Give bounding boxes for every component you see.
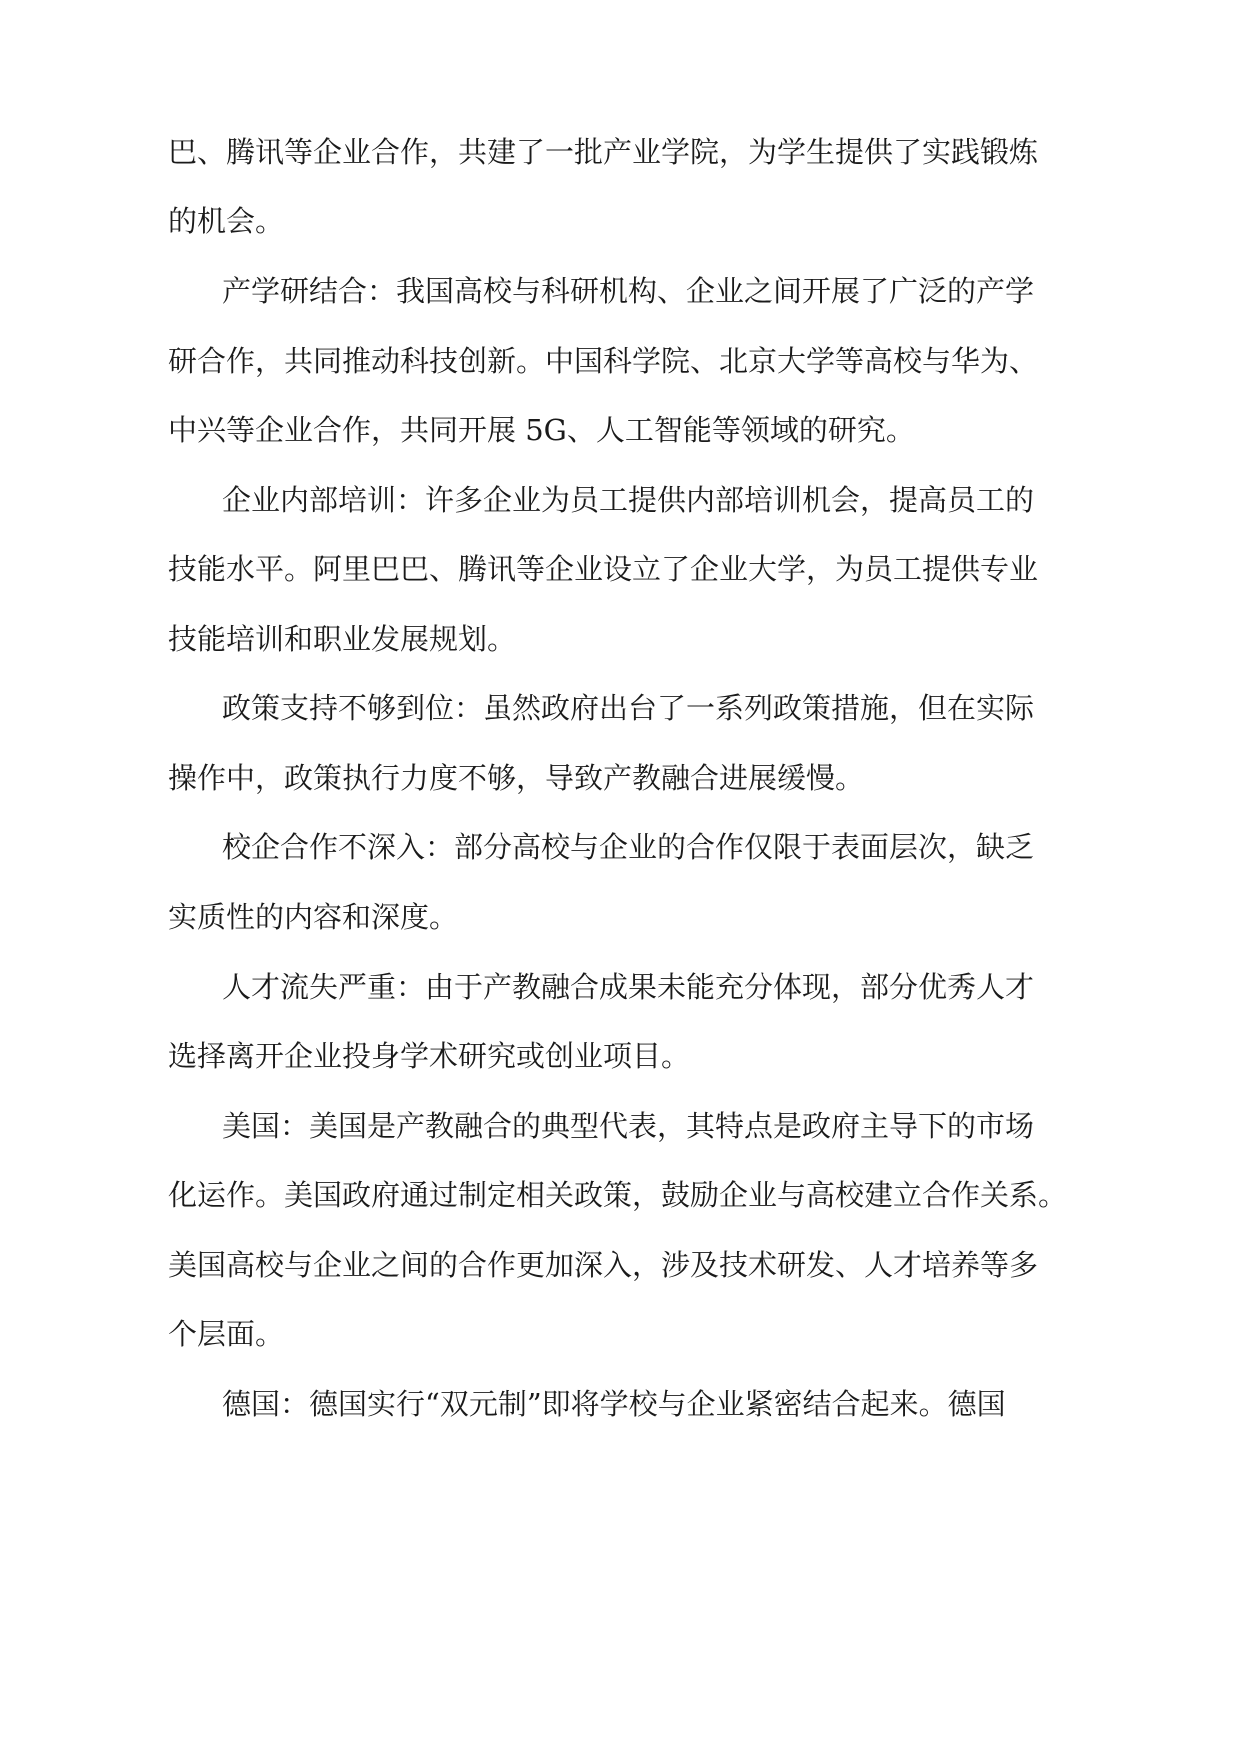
text-line: 化运作。美国政府通过制定相关政策，鼓励企业与高校建立合作关系。	[168, 1178, 1068, 1212]
text-line: 美国高校与企业之间的合作更加深入，涉及技术研发、人才培养等多	[168, 1248, 1039, 1282]
text-line: 产学研结合：我国高校与科研机构、企业之间开展了广泛的产学	[222, 274, 1035, 308]
text-line: 实质性的内容和深度。	[168, 900, 459, 934]
text-line: 校企合作不深入：部分高校与企业的合作仅限于表面层次，缺乏	[222, 830, 1035, 864]
text-line: 中兴等企业合作，共同开展 5G、人工智能等领域的研究。	[168, 413, 915, 447]
text-line: 选择离开企业投身学术研究或创业项目。	[168, 1039, 691, 1073]
text-line: 技能培训和职业发展规划。	[168, 622, 517, 656]
text-line: 企业内部培训：许多企业为员工提供内部培训机会，提高员工的	[222, 483, 1035, 517]
text-line: 人才流失严重：由于产教融合成果未能充分体现，部分优秀人才	[222, 970, 1035, 1004]
text-line: 的机会。	[168, 204, 285, 238]
text-line: 研合作，共同推动科技创新。中国科学院、北京大学等高校与华为、	[168, 344, 1039, 378]
text-line: 巴、腾讯等企业合作，共建了一批产业学院，为学生提供了实践锻炼	[168, 135, 1039, 169]
text-line: 技能水平。阿里巴巴、腾讯等企业设立了企业大学，为员工提供专业	[168, 552, 1039, 586]
text-line: 美国：美国是产教融合的典型代表，其特点是政府主导下的市场	[222, 1109, 1035, 1143]
text-line: 个层面。	[168, 1317, 285, 1351]
text-line: 操作中，政策执行力度不够，导致产教融合进展缓慢。	[168, 761, 865, 795]
text-line: 德国：德国实行“双元制”即将学校与企业紧密结合起来。德国	[222, 1387, 1006, 1421]
text-line: 政策支持不够到位：虽然政府出台了一系列政策措施，但在实际	[222, 691, 1035, 725]
